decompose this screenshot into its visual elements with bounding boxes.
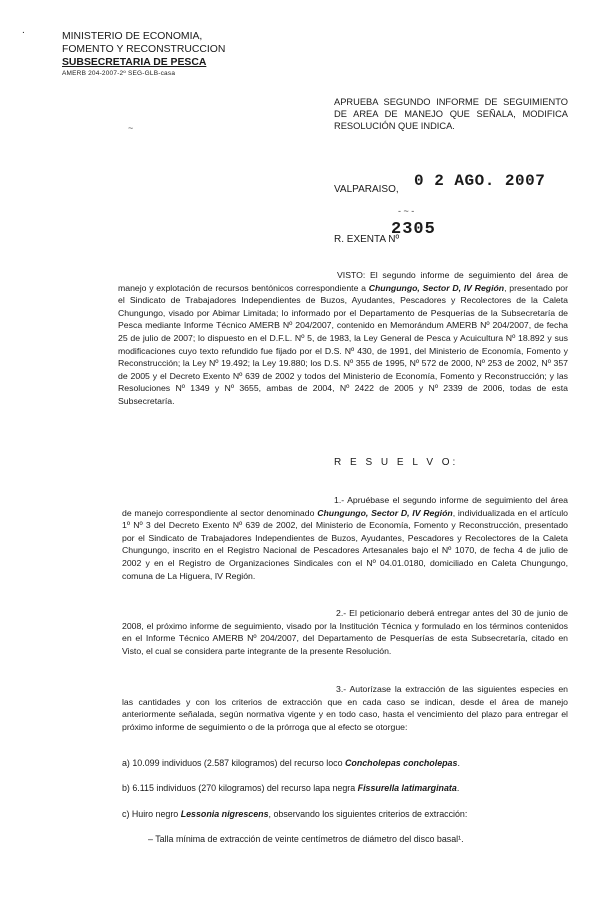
resuelvo-heading: R E S U E L V O:	[334, 457, 459, 468]
article-2: 2.- El peticionario deberá entregar antes del 30 de junio de 2008, el próximo informe de seguimiento, visado por la Institución Técnica y formulado en los términos contenidos en el Informe Técnico AMERB Nº 204/2007, del Departamento de Pesquerías de esta Subsecretaría, citado en Visto, el cual se considera parte integrante de la presente Resolución.	[122, 608, 568, 656]
handwritten-mark: - ~ -	[398, 206, 415, 216]
ministry-letterhead	[62, 30, 262, 78]
visto-paragraph	[118, 269, 568, 408]
ministry-line-1: MINISTERIO DE ECONOMIA,	[62, 31, 203, 42]
item-a	[122, 758, 460, 768]
corner-mark: .	[22, 25, 25, 36]
document-subject: APRUEBA SEGUNDO INFORME DE SEGUIMIENTO DE AREA DE MANEJO QUE SEÑALA, MODIFICA RESOLUCIÓN QUE INDICA.	[334, 97, 568, 131]
visto-area-name: Chungungo, Sector D, IV Región	[368, 282, 505, 293]
reference-code: AMERB 204-2007-2º SEG-GLB-casa	[62, 70, 176, 77]
visto-text-2: , presentado por el Sindicato de Trabajadores Independientes de Buzos, Ayudantes, Pescadores y Recolectores de la Caleta Chungungo, visado por Abimar Limitada; lo informado por el Departamento de Pesquerías de la Subsecretaría de Pesca mediante Informe Técnico AMERB Nº 204/2007, contenido en Memorándum AMERB Nº 204/2007, de fecha 25 de julio de 2007; lo dispuesto en el D.F.L. Nº 5, de 1983, la Ley General de Pesca y Acuicultura Nº 18.892 y sus modificaciones cuyo texto refundido fue fijado por el D.S. Nº 430, de 1991, del Ministerio de Economía, Fomento y Reconstrucción; la Ley Nº 19.492; la Ley 19.880; los D.S. Nº 355 de 1995, Nº 572 de 2000, Nº 253 de 2002, Nº 357 de 2005 y el Decreto Exento Nº 639 de 2002 y todos del Ministerio de Economía, Fomento y Reconstrucción; y las Resoluciones Nº 1349 y Nº 3655, ambas de 2004, Nº 2422 de 2005 y Nº 2339 de 2006, todas de esta Subsecretaría.	[118, 282, 568, 406]
article-3: 3.- Autorízase la extracción de las siguientes especies en las cantidades y con los criterios de extracción que en cada caso se indican, desde el área de manejo anteriormente señalada, según normativa vigente y en todo caso, hasta el vencimiento del plazo para entregar el próximo informe de seguimiento o de la prórroga que al efecto se otorgue:	[122, 684, 568, 732]
article-1-text-2: , individualizada en el artículo 1º Nº 3 del Decreto Exento Nº 639 de 2002, del Ministerio de Economía, Fomento y Reconstrucción, presentado por el Sindicato de Trabajadores Independientes de Buzos, Ayudantes, Pescadores y Recolectores de la Caleta Chungungo, inscrito en el Registro Nacional de Pescadores Artesanales bajo el Nº 1070, de fecha 4 de julio de 2002 y en el Registro de Organizaciones Sindicales con el Nº 04.01.0180, domiciliado en Caleta Chungungo, comuna de La Higuera, IV Región.	[122, 507, 568, 581]
resolution-number: 2305	[391, 220, 436, 239]
item-c	[122, 809, 467, 819]
margin-tick: ~	[128, 123, 134, 133]
article-1	[122, 494, 568, 582]
item-c-text: c) Huiro negro	[122, 809, 181, 819]
article-1-area-name: Chungungo, Sector D, IV Región	[317, 507, 453, 518]
place-label: VALPARAISO,	[334, 184, 399, 195]
item-b-species: Fissurella latimarginata	[357, 783, 457, 793]
stamped-date: 0 2 AGO. 2007	[414, 172, 546, 190]
criteria-bullet: – Talla mínima de extracción de veinte centímetros de diámetro del disco basal¹.	[148, 834, 464, 844]
resolution-label: R. EXENTA Nº	[334, 234, 400, 245]
item-a-species: Concholepas concholepas	[344, 758, 458, 768]
item-a-text: a) 10.099 individuos (2.587 kilogramos) del recurso loco	[122, 758, 345, 768]
ministry-line-2: FOMENTO Y RECONSTRUCCION	[62, 44, 226, 55]
subsecretaria-line: SUBSECRETARIA DE PESCA	[62, 57, 207, 68]
item-b	[122, 783, 459, 793]
item-b-text: b) 6.115 individuos (270 kilogramos) del recurso lapa negra	[122, 783, 358, 793]
item-c-species: Lessonia nigrescens	[180, 809, 269, 819]
article-1-text-1: 1.- Apruébase el segundo informe de seguimiento del área de manejo correspondiente al sector denominado	[122, 495, 568, 518]
item-b-end: .	[456, 783, 460, 793]
item-a-end: .	[457, 758, 460, 768]
visto-text-1: VISTO: El segundo informe de seguimiento del área de manejo y explotación de recursos bentónicos correspondiente a	[118, 270, 568, 293]
item-c-end: , observando los siguientes criterios de extracción:	[268, 809, 468, 819]
